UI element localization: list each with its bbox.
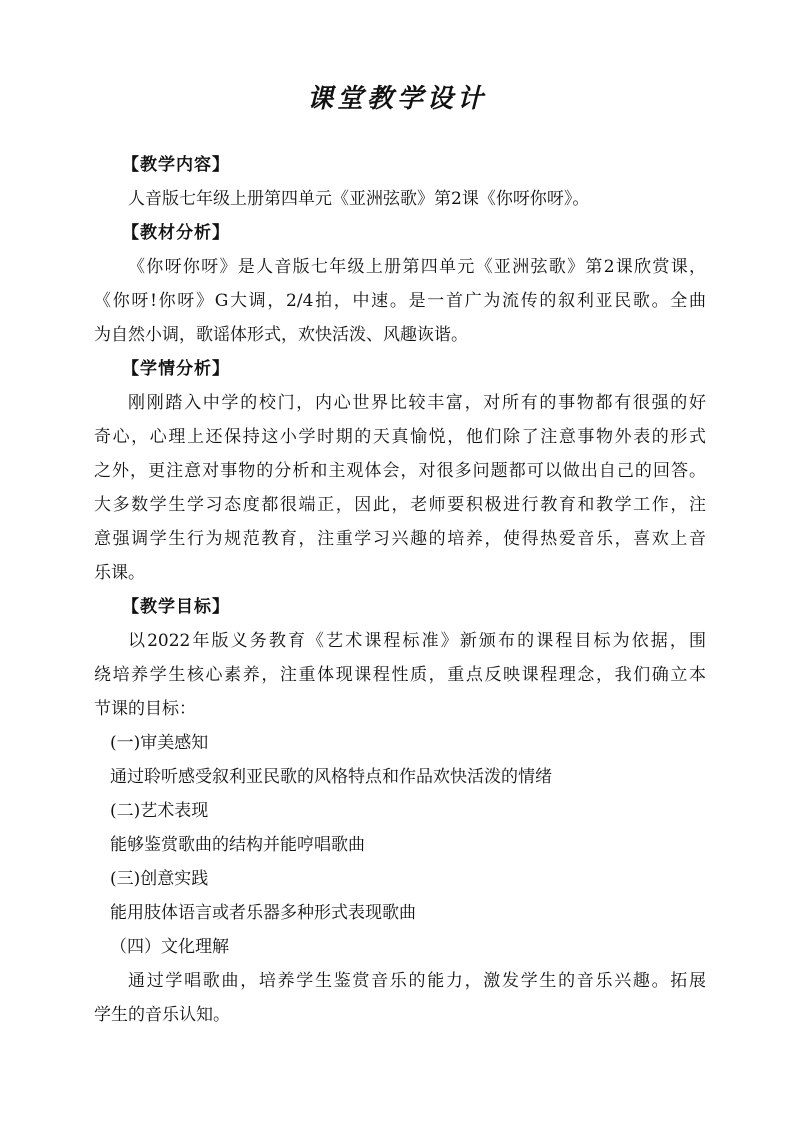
goal-label: (二)艺术表现 <box>110 801 209 821</box>
page-title: 课堂教学设计 <box>306 84 487 114</box>
paragraph-line: 《你呀!你呀》G大调，2/4拍，中速。是一首广为流传的叙利亚民歌。全曲 <box>94 291 706 311</box>
goal-text: 通过聆听感受叙利亚民歌的风格特点和作品欢快活泼的情绪 <box>110 767 552 787</box>
paragraph-line: 之外，更注意对事物的分析和主观体会，对很多问题都可以做出自己的回答。 <box>94 461 706 481</box>
paragraph-line: 意强调学生行为规范教育，注重学习兴趣的培养，使得热爱音乐，喜欢上音 <box>94 529 706 549</box>
paragraph-line: 奇心，心理上还保持这小学时期的天真愉悦，他们除了注意事物外表的形式 <box>94 427 706 447</box>
heading-teaching-content: 【教学内容】 <box>122 155 230 175</box>
paragraph-line: 刚刚踏入中学的校门，内心世界比较丰富，对所有的事物都有很强的好 <box>128 393 706 413</box>
paragraph-line: 乐课。 <box>94 563 145 583</box>
paragraph-line: 人音版七年级上册第四单元《亚洲弦歌》第2课《你呀你呀》。 <box>128 189 590 209</box>
document-body <box>94 148 706 1032</box>
paragraph-line: 以2022年版义务教育《艺术课程标准》新颁布的课程目标为依据，围 <box>128 631 706 651</box>
paragraph-line: 为自然小调，歌谣体形式，欢快活泼、风趣诙谐。 <box>94 325 468 345</box>
heading-material-analysis: 【教材分析】 <box>122 223 230 243</box>
heading-student-analysis: 【学情分析】 <box>122 359 230 379</box>
paragraph-line: 学生的音乐认知。 <box>94 1005 230 1025</box>
paragraph-line: 《你呀你呀》是人音版七年级上册第四单元《亚洲弦歌》第2课欣赏课， <box>128 257 706 277</box>
heading-teaching-goals: 【教学目标】 <box>122 597 230 617</box>
paragraph-line: 大多数学生学习态度都很端正，因此，老师要积极进行教育和教学工作，注 <box>94 495 706 515</box>
goal-label: （四）文化理解 <box>110 937 229 957</box>
goal-text: 能用肢体语言或者乐器多种形式表现歌曲 <box>110 903 416 923</box>
goal-text: 能够鉴赏歌曲的结构并能哼唱歌曲 <box>110 835 365 855</box>
paragraph-line: 绕培养学生核心素养，注重体现课程性质，重点反映课程理念，我们确立本 <box>94 665 706 685</box>
goal-label: (一)审美感知 <box>110 733 209 753</box>
goal-text: 通过学唱歌曲，培养学生鉴赏音乐的能力，激发学生的音乐兴趣。拓展 <box>128 971 706 991</box>
goal-label: (三)创意实践 <box>110 869 209 889</box>
paragraph-line: 节课的目标： <box>94 699 196 719</box>
